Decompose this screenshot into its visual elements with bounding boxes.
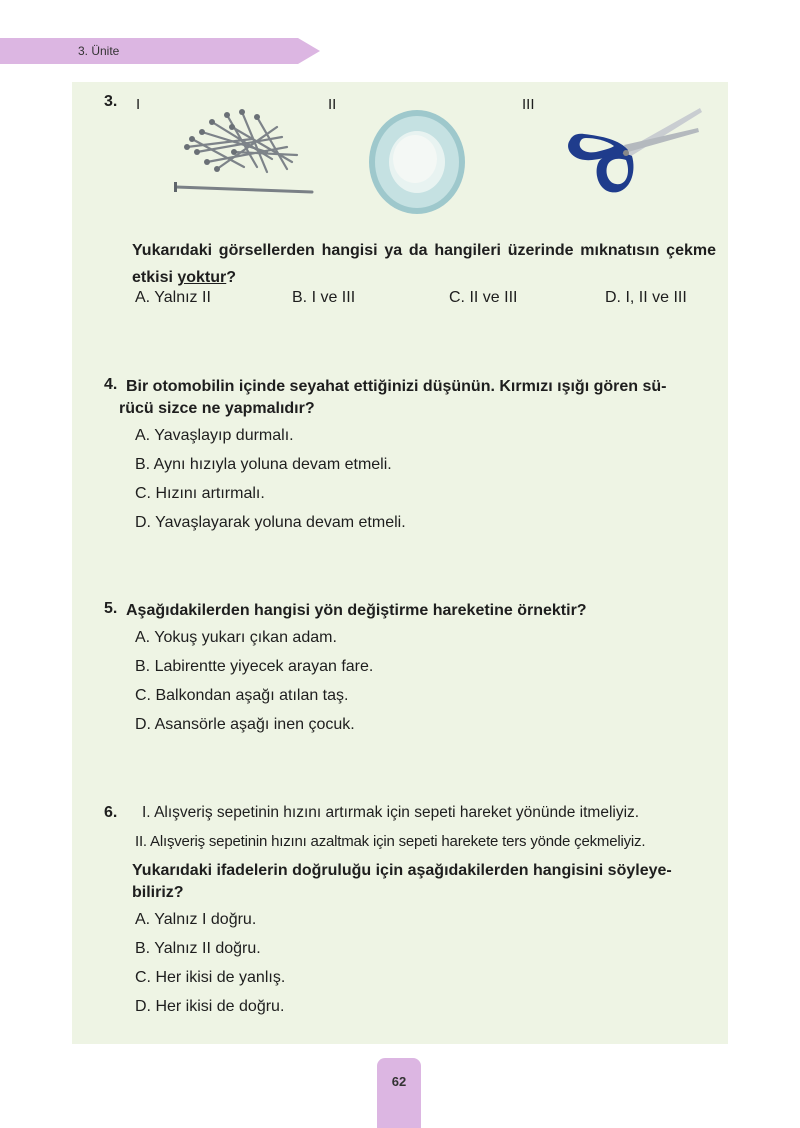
q4-stem-line1: Bir otomobilin içinde seyahat ettiğinizi düşünün. Kırmızı ışığı gören sü-	[126, 378, 667, 395]
q3-number: 3.	[104, 93, 118, 110]
q5-option-d[interactable]: D. Asansörle aşağı inen çocuk.	[135, 716, 355, 733]
nails-image	[172, 97, 317, 202]
q3-stem-end: ?	[226, 269, 237, 286]
q3-stem-text: Yukarıdaki görsellerden hangisi ya da hangileri üzerinde mıknatısın çekme etkisi	[132, 242, 716, 286]
q6-number: 6.	[104, 804, 118, 821]
q6-statement-1: I. Alışveriş sepetinin hızını artırmak için sepeti hareket yönünde itmeliyiz.	[142, 804, 640, 821]
q4-number: 4.	[104, 376, 118, 393]
q3-option-c[interactable]: C. II ve III	[449, 289, 518, 306]
unit-banner-shape	[0, 38, 320, 64]
q5-number: 5.	[104, 600, 118, 617]
plate-image	[365, 107, 470, 217]
q4-option-d[interactable]: D. Yavaşlayarak yoluna devam etmeli.	[135, 514, 406, 531]
q3-label-iii: III	[522, 96, 535, 113]
q4-option-a[interactable]: A. Yavaşlayıp durmalı.	[135, 427, 294, 444]
q3-option-b[interactable]: B. I ve III	[292, 289, 356, 306]
q4-option-c[interactable]: C. Hızını artırmalı.	[135, 485, 265, 502]
scissors-image	[562, 100, 707, 200]
q6-option-a[interactable]: A. Yalnız I doğru.	[135, 911, 257, 928]
q3-option-d[interactable]: D. I, II ve III	[605, 289, 687, 306]
question-panel	[72, 82, 728, 1044]
q4-stem-line2: rücü sizce ne yapmalıdır?	[119, 400, 315, 417]
q3-label-i: I	[136, 96, 141, 113]
page-number-tab	[377, 1058, 421, 1128]
unit-label: 3. Ünite	[78, 44, 120, 58]
q3-stem-emphasis: yoktur	[177, 269, 227, 286]
page-number: 62	[391, 1074, 407, 1089]
q6-option-c[interactable]: C. Her ikisi de yanlış.	[135, 969, 286, 986]
q6-stem-line1: Yukarıdaki ifadelerin doğruluğu için aşağıdakilerden hangisini söyleye-	[132, 862, 672, 879]
unit-banner	[0, 38, 320, 64]
q6-statement-2: II. Alışveriş sepetinin hızını azaltmak için sepeti harekete ters yönde çekmeliyiz.	[135, 833, 646, 850]
q5-option-c[interactable]: C. Balkondan aşağı atılan taş.	[135, 687, 349, 704]
q6-option-d[interactable]: D. Her ikisi de doğru.	[135, 998, 285, 1015]
q3-label-ii: II	[328, 96, 337, 113]
q5-option-b[interactable]: B. Labirentte yiyecek arayan fare.	[135, 658, 374, 675]
q3-option-a[interactable]: A. Yalnız II	[135, 289, 211, 306]
q5-option-a[interactable]: A. Yokuş yukarı çıkan adam.	[135, 629, 337, 646]
q4-option-b[interactable]: B. Aynı hızıyla yoluna devam etmeli.	[135, 456, 392, 473]
q6-option-b[interactable]: B. Yalnız II doğru.	[135, 940, 261, 957]
q5-stem: Aşağıdakilerden hangisi yön değiştirme hareketine örnektir?	[126, 602, 587, 619]
q6-stem-line2: biliriz?	[132, 884, 184, 901]
q3-stem	[132, 237, 716, 291]
